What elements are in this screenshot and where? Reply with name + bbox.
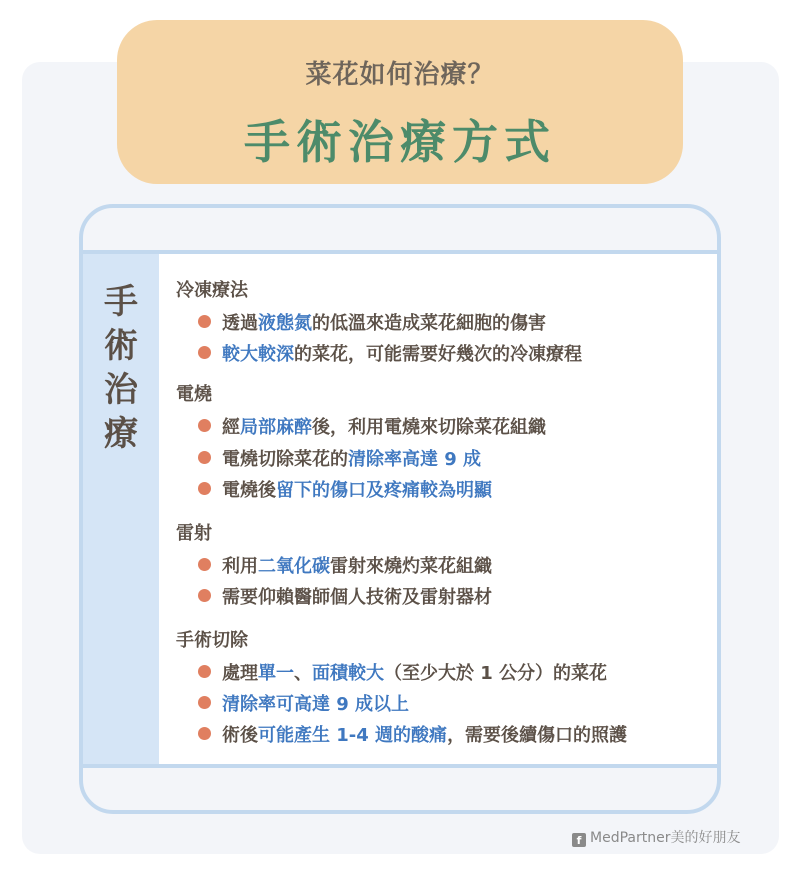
list-item — [198, 413, 546, 439]
item-text: 電燒後 — [222, 480, 276, 501]
section-title: 雷射 — [176, 523, 212, 544]
item-highlight: 清除率高達 9 成 — [348, 449, 482, 470]
item-text: 處理 — [222, 663, 258, 684]
list-item — [198, 476, 492, 502]
bullet-dot-icon — [198, 482, 211, 495]
header-banner — [117, 20, 683, 184]
item-text: 術後 — [222, 725, 258, 746]
facebook-icon: f — [572, 833, 586, 847]
list-item — [198, 690, 409, 716]
bullet-dot-icon — [198, 558, 211, 571]
header-title: 手術治療方式 — [244, 115, 556, 169]
item-text: 、 — [294, 663, 312, 684]
list-item — [198, 340, 582, 366]
item-highlight: 單一 — [258, 663, 294, 684]
item-text: ，需要後續傷口的照護 — [447, 725, 628, 746]
item-text: 的低溫來造成菜花細胞的傷害 — [312, 313, 546, 334]
side-column — [83, 254, 159, 764]
item-highlight: 二氧化碳 — [258, 556, 330, 577]
bullet-dot-icon — [198, 665, 211, 678]
item-highlight: 較大較深 — [222, 344, 294, 365]
list-item — [198, 552, 492, 578]
item-highlight: 局部麻醉 — [240, 417, 312, 438]
item-highlight: 面積較大 — [312, 663, 384, 684]
bullet-dot-icon — [198, 315, 211, 328]
footer-credit — [572, 827, 740, 847]
item-text: 經 — [222, 417, 240, 438]
list-item — [198, 583, 492, 609]
item-text: 透過 — [222, 313, 258, 334]
bullet-dot-icon — [198, 419, 211, 432]
bullet-dot-icon — [198, 696, 211, 709]
list-item — [198, 309, 546, 335]
side-title: 手術治療 — [104, 282, 138, 454]
item-text: 電燒切除菜花的 — [222, 449, 348, 470]
header-subtitle: 菜花如何治療？ — [305, 60, 495, 90]
item-text: 雷射來燒灼菜花組織 — [330, 556, 492, 577]
bullet-dot-icon — [198, 589, 211, 602]
section-title: 冷凍療法 — [176, 280, 248, 301]
footer-text: MedPartner美的好朋友 — [590, 830, 741, 846]
section-title: 手術切除 — [176, 630, 248, 651]
list-item — [198, 659, 607, 685]
item-highlight: 清除率可高達 9 成以上 — [222, 694, 410, 715]
section-title: 電燒 — [176, 384, 212, 405]
item-text: 利用 — [222, 556, 258, 577]
bullet-dot-icon — [198, 727, 211, 740]
bullet-dot-icon — [198, 451, 211, 464]
item-highlight: 可能產生 1-4 週的酸痛 — [258, 725, 448, 746]
item-text: 後，利用電燒來切除菜花組織 — [312, 417, 546, 438]
item-text: 需要仰賴醫師個人技術及雷射器材 — [222, 587, 492, 608]
item-text: （至少大於 1 公分）的菜花 — [384, 663, 608, 684]
bullet-dot-icon — [198, 346, 211, 359]
item-text: 的菜花，可能需要好幾次的冷凍療程 — [294, 344, 582, 365]
item-highlight: 留下的傷口及疼痛較為明顯 — [276, 480, 492, 501]
item-highlight: 液態氮 — [258, 313, 312, 334]
list-item — [198, 445, 481, 471]
list-item — [198, 721, 627, 747]
